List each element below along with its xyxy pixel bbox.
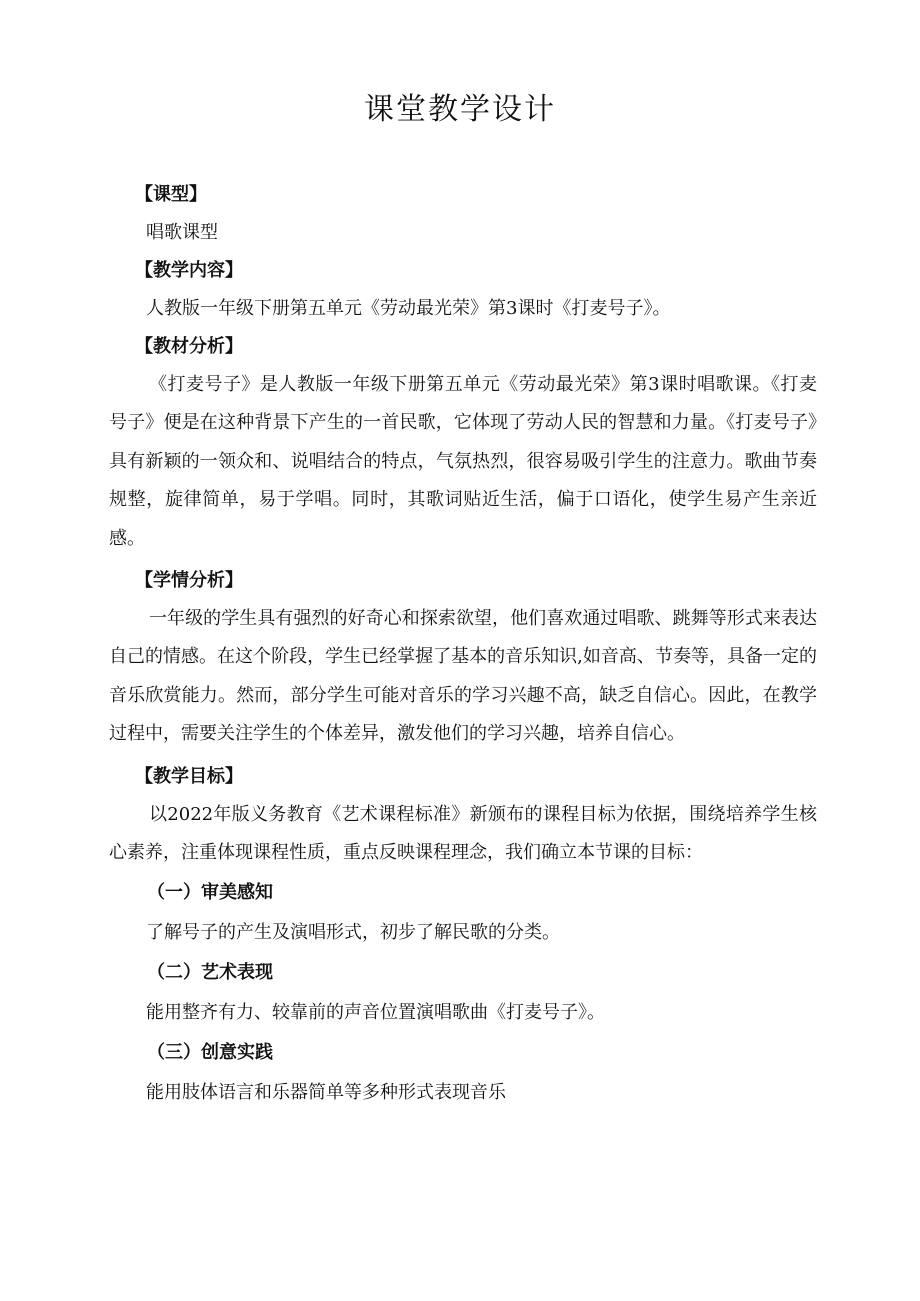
goals-intro-text: 以2022年版义务教育《艺术课程标准》新颁布的课程目标为依据，围绕培养学生核心素养，注重体现课程性质，重点反映课程理念，我们确立本节课的目标： xyxy=(109,803,817,864)
section-heading-goals: 【教学目标】 xyxy=(135,765,243,787)
goal-heading-expression: （二）艺术表现 xyxy=(147,962,273,984)
section-heading-content: 【教学内容】 xyxy=(135,260,243,281)
goal-heading-aesthetic: （一）审美感知 xyxy=(147,882,273,904)
goal-text-aesthetic: 了解号子的产生及演唱形式，初步了解民歌的分类。 xyxy=(146,922,560,944)
goal-text-expression: 能用整齐有力、较靠前的声音位置演唱歌曲《打麦号子》。 xyxy=(146,1002,605,1024)
lesson-type-text: 唱歌课型 xyxy=(146,222,218,243)
section-heading-lesson-type: 【课型】 xyxy=(135,184,207,205)
section-heading-material: 【教材分析】 xyxy=(135,336,243,357)
document-title: 课堂教学设计 xyxy=(364,92,556,127)
goal-heading-practice: （三）创意实践 xyxy=(147,1042,273,1064)
student-analysis-text: 一年级的学生具有强烈的好奇心和探索欲望，他们喜欢通过唱歌、跳舞等形式来表达自己的情感。在这个阶段，学生已经掌握了基本的音乐知识,如音高、节奏等，具备一定的音乐欣赏能力。然而，部分学生可能对音乐的学习兴趣不高，缺乏自信心。因此，在教学过程中，需要关注学生的个体差异，激发他们的学习兴趣，培养自信心。 xyxy=(109,608,817,745)
content-text: 人教版一年级下册第五单元《劳动最光荣》第3课时《打麦号子》。 xyxy=(146,298,671,319)
document-body xyxy=(109,176,819,1112)
goal-text-practice: 能用肢体语言和乐器简单等多种形式表现音乐 xyxy=(146,1082,506,1104)
section-heading-students: 【学情分析】 xyxy=(135,570,243,592)
material-analysis-text: 《打麦号子》是人教版一年级下册第五单元《劳动最光荣》第3课时唱歌课。《打麦号子》便是在这种背景下产生的一首民歌，它体现了劳动人民的智慧和力量。《打麦号子》具有新颖的一领众和、说唱结合的特点，气氛热烈，很容易吸引学生的注意力。歌曲节奏规整，旋律简单，易于学唱。同时，其歌词贴近生活，偏于口语化，使学生易产生亲近感。 xyxy=(109,374,817,549)
